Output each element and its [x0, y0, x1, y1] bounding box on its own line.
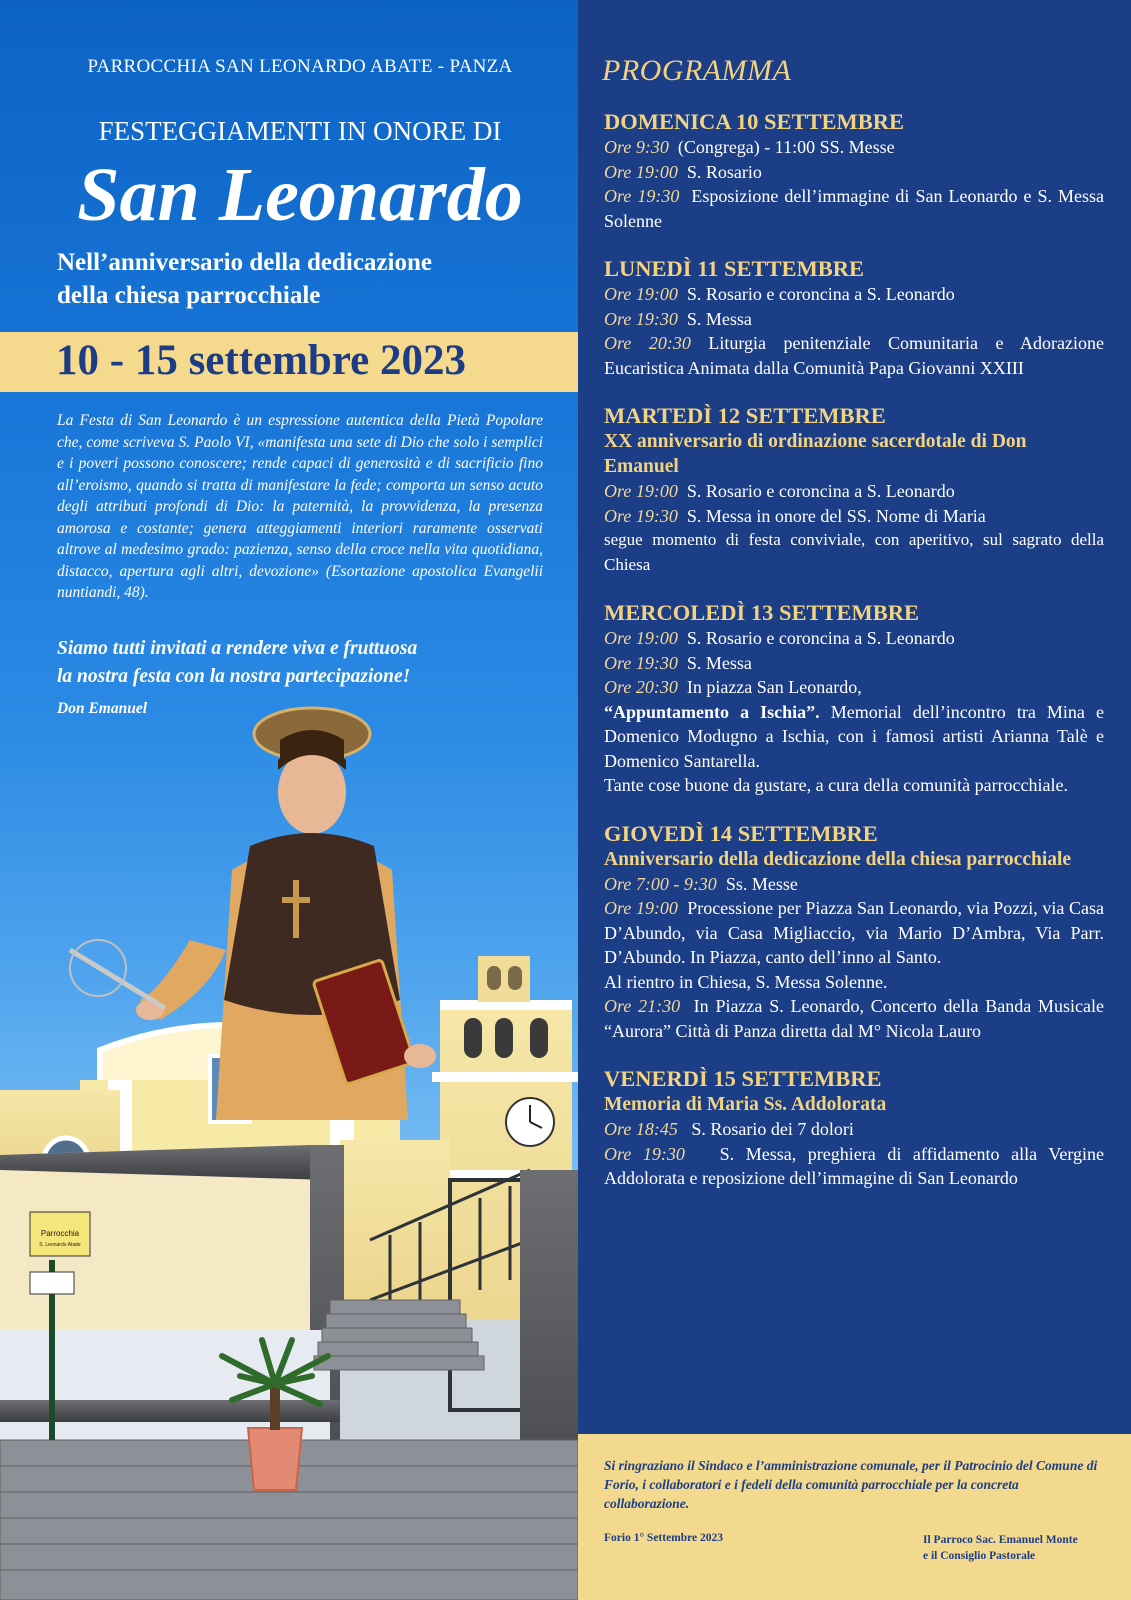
invitation-text	[57, 635, 557, 691]
event-text: Memorial dell’incontro tra Mina e Domenico Modugno a Ischia, con i famosi artisti Arianna Talè e Domenico Santarella.	[604, 701, 1104, 771]
day-note: Tante cose buone da gustare, a cura della comunità parrocchiale.	[604, 775, 1069, 795]
entry-text: S. Messa	[686, 652, 752, 673]
entry-text: In Piazza S. Leonardo, Concerto della Banda Musicale “Aurora” Città di Panza diretta dal M° Nicola Lauro	[604, 996, 1104, 1041]
schedule-entry	[604, 504, 1104, 529]
sign-title: Parrocchia	[40, 1229, 80, 1238]
subtitle-line-2: della chiesa parrocchiale	[57, 282, 321, 309]
subtitle-line-1: Nell’anniversario della dedicazione	[57, 249, 432, 276]
entry-text: Esposizione dell’immagine di San Leonardo e S. Messa Solenne	[604, 186, 1105, 231]
day-title: MERCOLEDÌ 13 SETTEMBRE	[604, 600, 920, 625]
program-schedule	[604, 108, 1104, 1213]
entry-time: Ore 19:00	[604, 898, 678, 918]
program-title: PROGRAMMA	[602, 54, 792, 87]
entry-extra: Al rientro in Chiesa, S. Messa Solenne.	[604, 971, 888, 992]
day-title: VENERDÌ 15 SETTEMBRE	[604, 1066, 882, 1091]
day-subtitle: Anniversario della dedicazione della chiesa parrocchiale	[604, 848, 1072, 870]
invite-line-1: Siamo tutti invitati a rendere viva e fruttuosa	[57, 638, 418, 659]
right-panel	[578, 0, 1131, 1600]
intro-quote: La Festa di San Leonardo è un espressione autentica della Pietà Popolare che, come scriveva S. Paolo VI, «manifesta una sete di Dio che solo i semplici e i poveri possono conoscere; rende capaci di generosità e di sacrificio fino all’eroismo, quando si tratta di manifestare la fede; comporta un senso acuto degli attributi profondi di Dio: la paternità, la provvidenza, la presenza amorosa e costante; genera atteggiamenti interiori raramente osservati altrove al medesimo grado: pazienza, senso della croce nella vita quotidiana, distacco, apertura agli altri, devozione» (Esortazione apostolica Evangelii nuntiandi, 48).	[57, 412, 543, 601]
schedule-entry	[604, 675, 1104, 700]
schedule-entry	[604, 479, 1104, 504]
schedule-entry	[604, 1117, 1104, 1142]
schedule-entry	[604, 282, 1104, 307]
entry-text: S. Rosario dei 7 dolori	[691, 1119, 854, 1139]
entry-time: Ore 19:30	[604, 1143, 685, 1164]
festivities-heading: FESTEGGIAMENTI IN ONORE DI	[98, 116, 502, 146]
day-thursday	[604, 820, 1104, 1044]
schedule-entry	[604, 307, 1104, 332]
entry-time: Ore 21:30	[604, 996, 681, 1016]
date-range: 10 - 15 settembre 2023	[56, 337, 466, 384]
entry-text: S. Messa, preghiera di affidamento alla Vergine Addolorata e reposizione dell’immagine di San Leonardo	[604, 1143, 1105, 1188]
day-subtitle: Memoria di Maria Ss. Addolorata	[604, 1094, 887, 1115]
day-title: LUNEDÌ 11 SETTEMBRE	[604, 256, 865, 281]
schedule-entry	[604, 331, 1104, 380]
entry-time: Ore 18:45	[604, 1119, 678, 1139]
signoff-line-2: e il Consiglio Pastorale	[923, 1550, 1036, 1562]
day-subtitle: XX anniversario di ordinazione sacerdotale di Don Emanuel	[604, 431, 1027, 477]
invite-line-2: la nostra festa con la nostra partecipazione!	[57, 666, 411, 687]
place-date: Forio 1° Settembre 2023	[604, 1532, 724, 1544]
entry-time: Ore 19:30	[604, 308, 678, 329]
schedule-entry	[604, 994, 1104, 1043]
entry-time: Ore 19:00	[604, 284, 678, 304]
entry-time: Ore 19:00	[604, 161, 678, 182]
entry-time: Ore 20:30	[604, 333, 691, 353]
acknowledgements: Si ringraziano il Sindaco e l’amministrazione comunale, per il Patrocinio del Comune di Forio, i collaboratori e i fedeli della comunità parrocchiale per la concreta collaborazione.	[604, 1458, 1098, 1511]
sign-subtitle: S. Leonardo Abate	[39, 1242, 81, 1248]
parish-name: PARROCCHIA SAN LEONARDO ABATE - PANZA	[87, 56, 513, 77]
entry-text: In piazza San Leonardo,	[686, 677, 862, 697]
entry-text: S. Messa in onore del SS. Nome di Maria	[686, 505, 986, 526]
entry-text: S. Rosario	[686, 161, 762, 182]
entry-time: Ore 19:30	[604, 652, 678, 673]
entry-text: (Congrega) - 11:00 SS. Messe	[677, 137, 895, 157]
entry-text: S. Rosario e coroncina a S. Leonardo	[686, 284, 955, 304]
entry-text: Ss. Messe	[725, 873, 798, 894]
entry-text: S. Messa	[686, 308, 752, 329]
entry-text: S. Rosario e coroncina a S. Leonardo	[686, 628, 955, 648]
day-wednesday	[604, 599, 1104, 798]
schedule-entry	[604, 651, 1104, 676]
entry-text: Liturgia penitenziale Comunitaria e Adorazione Eucaristica Animata dalla Comunità Papa Giovanni XXIII	[604, 333, 1105, 378]
day-tuesday	[604, 402, 1104, 577]
schedule-entry	[604, 872, 1104, 897]
day-note: segue momento di festa conviviale, con aperitivo, sul sagrato della Chiesa	[604, 530, 1104, 574]
entry-time: Ore 7:00 - 9:30	[604, 873, 717, 894]
entry-time: Ore 19:00	[604, 481, 678, 501]
day-monday	[604, 255, 1104, 380]
signoff	[923, 1532, 1103, 1564]
anniversary-subtitle	[57, 246, 577, 312]
schedule-entry	[604, 184, 1104, 233]
event-title: “Appuntamento a Ischia”.	[604, 701, 820, 722]
day-title: DOMENICA 10 SETTEMBRE	[604, 109, 905, 134]
entry-text: S. Rosario e coroncina a S. Leonardo	[686, 481, 955, 501]
schedule-entry	[604, 160, 1104, 185]
day-title: MARTEDÌ 12 SETTEMBRE	[604, 403, 886, 428]
intro-signature: Don Emanuel	[57, 700, 148, 717]
schedule-entry	[604, 896, 1104, 970]
church-statue-illustration	[0, 700, 578, 1600]
entry-time: Ore 19:00	[604, 628, 678, 648]
entry-time: Ore 9:30	[604, 137, 669, 157]
date-band	[0, 332, 578, 392]
day-friday	[604, 1065, 1104, 1191]
entry-text: Processione per Piazza San Leonardo, via Pozzi, via Casa D’Abundo, via Casa Migliaccio, via Mario D’Ambra, Via Parr. D’Abundo. In Piazza, canto dell’inno al Santo.	[604, 898, 1104, 967]
day-sunday	[604, 108, 1104, 233]
schedule-entry	[604, 1142, 1104, 1191]
signoff-line-1: Il Parroco Sac. Emanuel Monte	[923, 1534, 1078, 1546]
schedule-entry	[604, 135, 1104, 160]
saint-name-title: San Leonardo	[77, 153, 523, 237]
footer-panel	[578, 1434, 1131, 1600]
entry-time: Ore 20:30	[604, 677, 678, 697]
entry-time: Ore 19:30	[604, 505, 678, 526]
event-description	[604, 700, 1104, 774]
schedule-entry	[604, 626, 1104, 651]
entry-time: Ore 19:30	[604, 186, 680, 206]
day-title: GIOVEDÌ 14 SETTEMBRE	[604, 820, 878, 846]
